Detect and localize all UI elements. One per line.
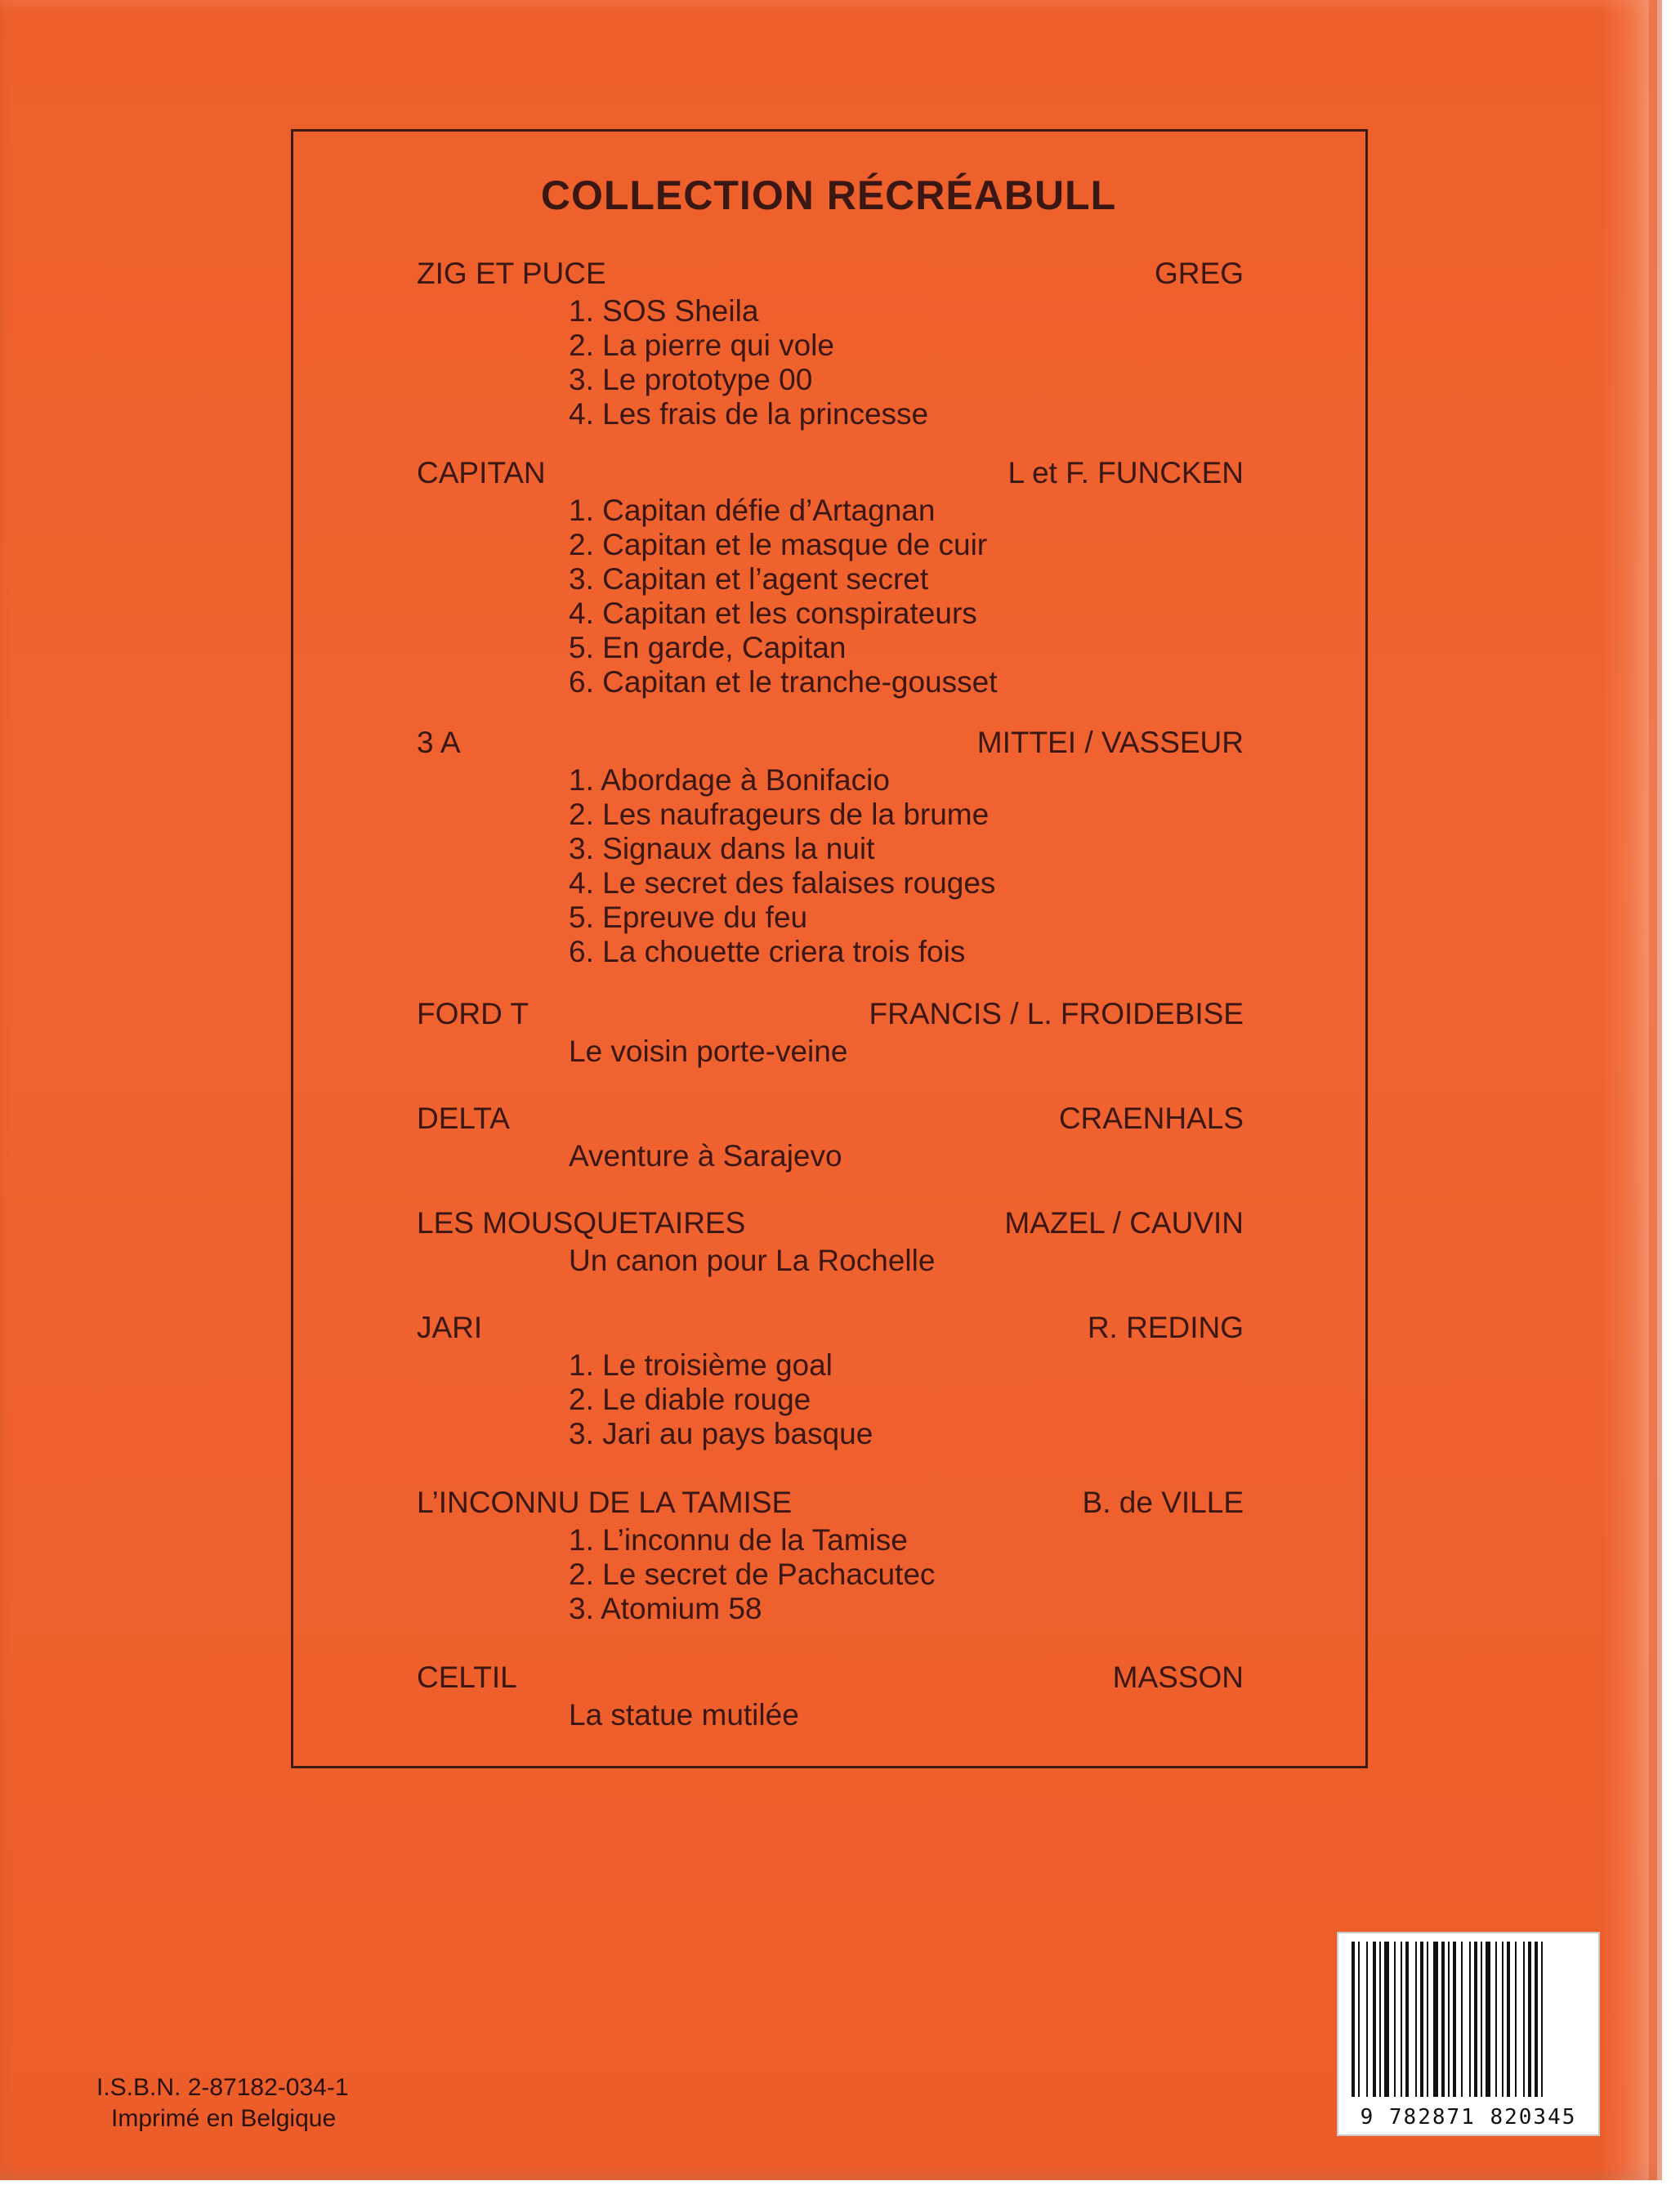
series-author: B. de VILLE [1082, 1486, 1244, 1519]
album-title: 1. Abordage à Bonifacio [569, 763, 890, 797]
album-list [417, 294, 1244, 431]
barcode-bar [1415, 1942, 1417, 2097]
series-author: GREG [1155, 257, 1244, 290]
album-title: Aventure à Sarajevo [569, 1139, 842, 1173]
album-list [417, 1244, 1244, 1278]
isbn-number: I.S.B.N. 2-87182-034-1 [96, 2074, 349, 2101]
barcode-bar [1358, 1942, 1360, 2097]
barcode-bar [1469, 1942, 1471, 2097]
barcode-bar [1394, 1942, 1396, 2097]
album-title: 4. Le secret des falaises rouges [569, 866, 996, 900]
printed-in: Imprimé en Belgique [111, 2105, 337, 2132]
album-title: 3. Atomium 58 [569, 1592, 762, 1625]
series-name: CELTIL [417, 1660, 517, 1694]
album-title: 2. Les naufrageurs de la brume [569, 798, 990, 831]
barcode-bar [1486, 1942, 1490, 2097]
barcode-bar [1384, 1942, 1389, 2097]
album-title: 5. En garde, Capitan [569, 631, 847, 664]
series-name: LES MOUSQUETAIRES [417, 1206, 746, 1240]
album-list [417, 494, 1244, 699]
barcode-bar [1495, 1942, 1497, 2097]
album-title: 3. Signaux dans la nuit [569, 832, 875, 865]
album-title: 2. Capitan et le masque de cuir [569, 528, 988, 561]
barcode-bar [1474, 1942, 1477, 2097]
album-title: Un canon pour La Rochelle [569, 1244, 936, 1277]
series-block [417, 726, 1244, 969]
barcode-bar [1507, 1942, 1510, 2097]
barcode [1337, 1932, 1600, 2136]
series-block [417, 1486, 1244, 1626]
album-title: Le voisin porte-veine [569, 1035, 848, 1068]
series-block [417, 456, 1244, 699]
barcode-bar [1366, 1942, 1368, 2097]
album-title: La statue mutilée [569, 1698, 799, 1732]
album-title: 3. Le prototype 00 [569, 363, 813, 396]
barcode-bar [1427, 1942, 1428, 2097]
barcode-bar [1481, 1942, 1482, 2097]
series-block [417, 1311, 1244, 1451]
series-name: ZIG ET PUCE [417, 257, 606, 290]
edge-sheen [1600, 0, 1649, 2180]
album-list [417, 1035, 1244, 1069]
barcode-bar [1461, 1942, 1463, 2097]
series-author: L et F. FUNCKEN [1008, 456, 1244, 489]
album-title: 1. Le troisième goal [569, 1348, 833, 1382]
series-author: MAZEL / CAUVIN [1004, 1206, 1244, 1240]
barcode-bar [1379, 1942, 1381, 2097]
album-title: 3. Capitan et l’agent secret [569, 562, 929, 596]
barcode-bar [1373, 1942, 1376, 2097]
barcode-bar [1535, 1942, 1538, 2097]
series-block [417, 1102, 1244, 1173]
series-name: JARI [417, 1311, 483, 1344]
album-title: 2. Le diable rouge [569, 1383, 811, 1416]
album-title: 1. Capitan défie d’Artagnan [569, 494, 936, 527]
barcode-bar [1433, 1942, 1438, 2097]
series-name: FORD T [417, 997, 529, 1030]
barcode-bar [1515, 1942, 1517, 2097]
album-list [417, 1139, 1244, 1173]
series-name: CAPITAN [417, 456, 546, 489]
series-block [417, 1206, 1244, 1278]
album-title: 6. Capitan et le tranche-gousset [569, 665, 998, 699]
barcode-bar [1453, 1942, 1456, 2097]
album-title: 1. SOS Sheila [569, 294, 759, 328]
series-author: R. REDING [1087, 1311, 1244, 1344]
series-name: 3 A [417, 726, 461, 759]
barcode-bar [1405, 1942, 1409, 2097]
album-title: 4. Les frais de la princesse [569, 397, 929, 431]
album-list [417, 1698, 1244, 1732]
series-author: FRANCIS / L. FROIDEBISE [869, 997, 1244, 1030]
barcode-bar [1523, 1942, 1525, 2097]
barcode-bar [1541, 1942, 1543, 2097]
barcode-bars [1347, 1942, 1590, 2097]
album-title: 5. Epreuve du feu [569, 901, 808, 934]
isbn-block [96, 2072, 349, 2134]
barcode-bar [1401, 1942, 1402, 2097]
series-block [417, 997, 1244, 1069]
barcode-bar [1441, 1942, 1445, 2097]
album-title: 6. La chouette criera trois fois [569, 935, 966, 968]
album-title: 1. L’inconnu de la Tamise [569, 1523, 908, 1557]
series-author: MASSON [1112, 1660, 1244, 1694]
series-name: DELTA [417, 1102, 510, 1135]
album-list [417, 1348, 1244, 1451]
barcode-bar [1420, 1942, 1423, 2097]
series-author: CRAENHALS [1058, 1102, 1244, 1135]
album-list [417, 1523, 1244, 1626]
album-title: 2. La pierre qui vole [569, 328, 834, 362]
album-list [417, 763, 1244, 969]
series-name: L’INCONNU DE LA TAMISE [417, 1486, 793, 1519]
series-author: MITTEI / VASSEUR [976, 726, 1244, 759]
barcode-digits: 9 782871 820345 [1360, 2105, 1577, 2130]
series-block [417, 1660, 1244, 1732]
series-block [417, 257, 1244, 431]
album-title: 4. Capitan et les conspirateurs [569, 597, 977, 630]
album-title: 3. Jari au pays basque [569, 1417, 874, 1450]
album-title: 2. Le secret de Pachacutec [569, 1558, 936, 1591]
barcode-bar [1528, 1942, 1531, 2097]
collection-title: COLLECTION RÉCRÉABULL [540, 172, 1117, 218]
barcode-bar [1502, 1942, 1504, 2097]
barcode-bar [1448, 1942, 1450, 2097]
barcode-bar [1352, 1942, 1355, 2097]
